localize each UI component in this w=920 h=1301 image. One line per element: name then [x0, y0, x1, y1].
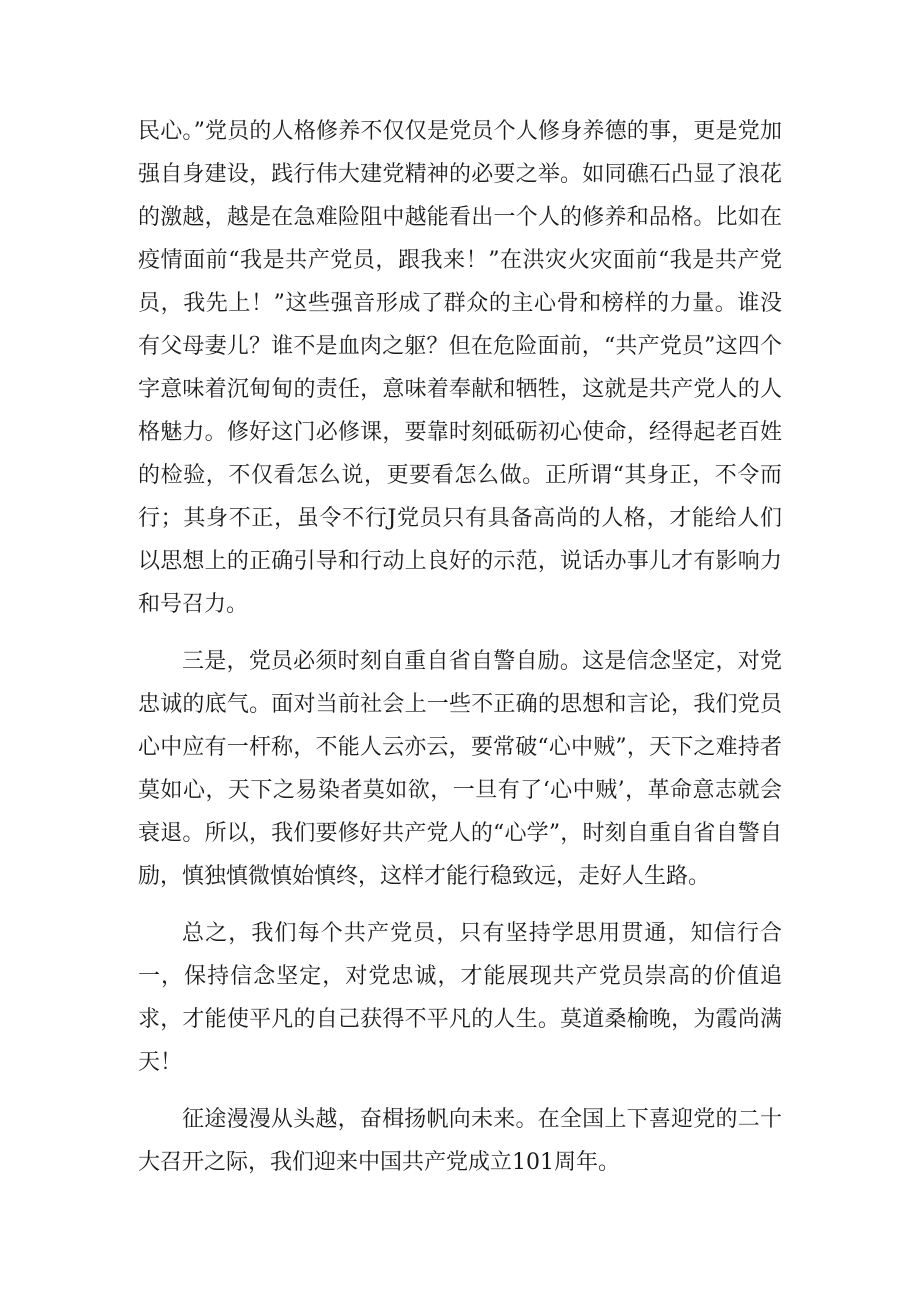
paragraph-2: 三是，党员必须时刻自重自省自警自励。这是信念坚定，对党忠诚的底气。面对当前社会上一些不正确的思想和言论，我们党员心中应有一杆称，不能人云亦云，要常破“心中贼”，天下之难持者莫如心，天下之易染者莫如欲，一旦有了‘心中贼’，革命意志就会衰退。所以，我们要修好共产党人的“心学”，时刻自重自省自警自励，慎独慎微慎始慎终，这样才能行稳致远，走好人生路。 — [138, 649, 782, 889]
paragraph-1: 民心。”党员的人格修养不仅仅是党员个人修身养德的事，更是党加强自身建设，践行伟大建党精神的必要之举。如同礁石凸显了浪花的激越，越是在急难险阻中越能看出一个人的修养和品格。比如在疫情面前“我是共产党员，跟我来！”在洪灾火灾面前“我是共产党员，我先上！”这些强音形成了群众的主心骨和榜样的力量。谁没有父母妻儿？谁不是血肉之躯？但在危险面前，“共产党员”这四个字意味着沉甸甸的责任，意味着奉献和牺牲，这就是共产党人的人格魅力。修好这门必修课，要靠时刻砥砺初心使命，经得起老百姓的检验，不仅看怎么说，更要看怎么做。正所谓“其身正，不令而行；其身不正，虽令不行J党员只有具备高尚的人格，才能给人们以思想上的正确引导和行动上良好的示范，说话办事儿才有影响力和号召力。 — [138, 119, 782, 617]
document-body — [138, 110, 782, 1198]
paragraph-3: 总之，我们每个共产党员，只有坚持学思用贯通，知信行合一，保持信念坚定，对党忠诚，才能展现共产党员崇高的价值追求，才能使平凡的自己获得不平凡的人生。莫道桑榆晚，为霞尚满天！ — [138, 921, 782, 1075]
paragraph-4: 征途漫漫从头越，奋楫扬帆向未来。在全国上下喜迎党的二十大召开之际，我们迎来中国共产党成立101周年。 — [138, 1107, 782, 1175]
